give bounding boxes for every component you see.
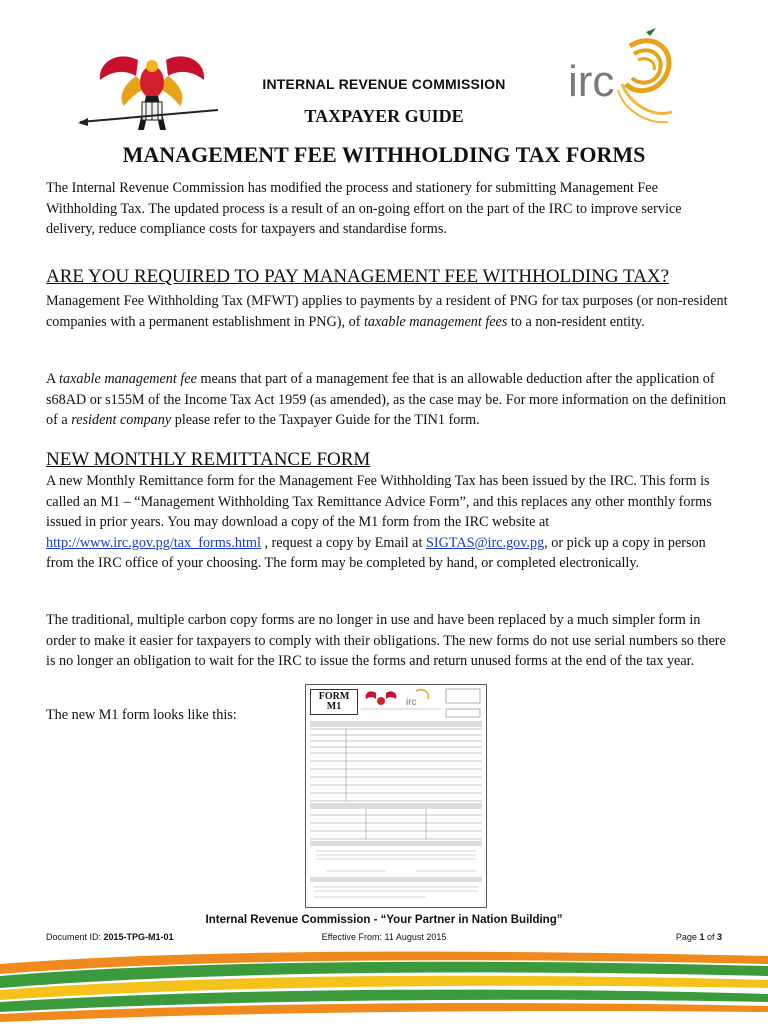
footer-effective-date: Effective From: 11 August 2015 [321,932,447,942]
m1-form-preview [305,684,487,908]
tax-forms-link[interactable]: http://www.irc.gov.pg/tax_forms.html [46,534,261,551]
organization-name: INTERNAL REVENUE COMMISSION [262,76,506,92]
irc-logo-text: irc [568,57,615,106]
footer-slogan: Internal Revenue Commission - “Your Partner in Nation Building” [205,914,563,926]
svg-text:irc: irc [406,697,417,708]
footer-page-number: Page 1 of 3 [675,932,722,942]
footer-decorative-stripes [0,946,768,1024]
section1-paragraph2: A taxable management fee means that part of a management fee that is an allowable deduction after the application of s68AD or s155M of the Income Tax Act 1959 (as amended), as the case may be. For more information on the definition of a resident company please refer to the Taxpayer Guide for the TIN1 form. [46,371,726,428]
sigtas-email-link[interactable]: SIGTAS@irc.gov.pg [425,534,545,551]
form-label-line2: M1 [326,701,342,712]
section2-paragraph1: A new Monthly Remittance form for the Management Fee Withholding Tax has been issued by the IRC. This form is called an M1 – “Management Withholding Tax Remittance Advice Form”, and this replaces any other monthly forms issued in prior years. You may download a copy of the M1 form from the IRC website at http://www.irc.gov.pg/tax_forms.html , request a copy by Email at SIGTAS@irc.gov.pg, or pick up a copy in person from the IRC office of your choosing. The form may be completed by hand, or completed electronically. [46,473,712,571]
form-label-line1: FORM [318,691,350,702]
section2-paragraph3: The new M1 form looks like this: [46,707,237,723]
form-preview-lines [306,685,486,907]
png-emblem-logo [78,40,226,150]
intro-paragraph: The Internal Revenue Commission has modified the process and stationery for submitting Management Fee Withholding Tax. The updated process is a result of an on-going effort on the part of the IRC to improve service delivery, reduce compliance costs for taxpayers and standardise forms. [46,180,682,237]
section2-heading: NEW MONTHLY REMITTANCE FORM [46,449,371,470]
section1-paragraph1: Management Fee Withholding Tax (MFWT) applies to payments by a resident of PNG for tax purposes (or non-resident companies with a permanent establishment in PNG), of taxable management fees to a non-resident entity. [46,293,728,330]
page-title: MANAGEMENT FEE WITHHOLDING TAX FORMS [122,142,646,167]
guide-label: TAXPAYER GUIDE [304,106,464,126]
footer-document-id: Document ID: 2015-TPG-M1-01 [46,932,174,942]
section1-heading: ARE YOU REQUIRED TO PAY MANAGEMENT FEE WITHHOLDING TAX? [46,266,670,287]
section2-paragraph2: The traditional, multiple carbon copy forms are no longer in use and have been replaced by a much simpler form in order to make it easier for taxpayers to comply with their obligations. The new forms do not use serial numbers so there is no longer an obligation to wait for the IRC to issue the forms and return unused forms at the end of the tax year. [46,612,726,669]
